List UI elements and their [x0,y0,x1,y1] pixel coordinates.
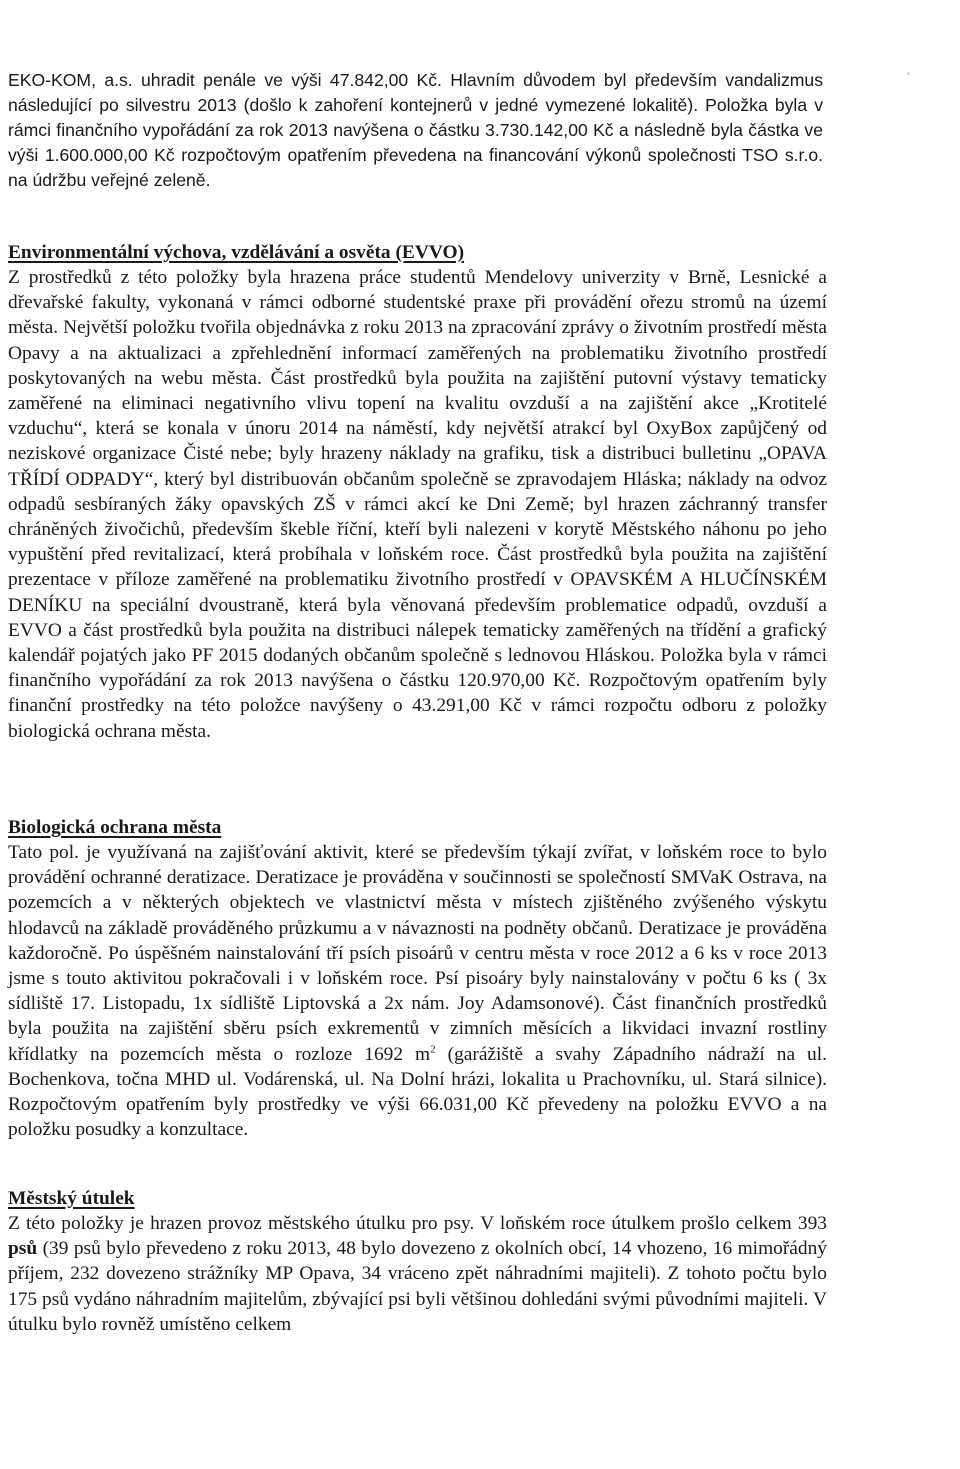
section-body-biological-protection [8,840,827,1142]
bold-word: psů [8,1238,38,1260]
scan-artifact [907,72,910,75]
section-heading-animal-shelter [8,1186,827,1211]
intro-paragraph [8,68,823,193]
heading-biological-protection: Biologická ochrana města [8,817,222,838]
heading-evvo: Environmentální výchova, vzdělávání a osvěta (EVVO) [8,242,465,263]
paragraph-biological-protection [8,840,827,1142]
section-heading-evvo [8,240,827,265]
paragraph-evvo: Z prostředků z této položky byla hrazena práce studentů Mendelovy univerzity v Brně, Lesnické a dřevařské fakulty, vykonaná v rámci odborné studentské praxe při provádění ořezu stromů na území města. Největší položku tvořila objednávka z roku 2013 na zpracování zprávy o životním prostředí města Opavy a na aktualizaci a zpřehlednění informací zaměřených na problematiku životního prostředí poskytovaných na webu města. Část prostředků byla použita na zajištění putovní výstavy tematicky zaměřené na eliminaci negativního vlivu topení na kvalitu ovzduší a na zajištění akce „Krotitelé vzduchu“, která se konala v únoru 2014 na náměstí, kdy největší atrakcí byl OxyBox zapůjčený od neziskové organizace Čisté nebe; byly hrazeny náklady na grafiku, tisk a distribuci bulletinu „OPAVA TŘÍDÍ ODPADY“, který byl distribuován občanům společně se zpravodajem Hláska; náklady na odvoz odpadů sesbíraných žáky opavských ZŠ v rámci akcí ke Dni Země; byl hrazen záchranný transfer chráněných živočichů, především škeble říční, kteří byli nalezeni v korytě Městského náhonu po jeho vypuštění před revitalizací, která probíhala v loňském roce. Část prostředků byla použita na zajištění prezentace v příloze zaměřené na problematiku životního prostředí v OPAVSKÉM A HLUČÍNSKÉM DENÍKU na speciální dvoustraně, která byla věnovaná především problematice odpadů, ovzduší a EVVO a část prostředků byla použita na distribuci nálepek tematicky zaměřených na třídění a grafický kalendář pojatých jako PF 2015 dodaných občanům společně s lednovou Hláskou. Položka byla v rámci finančního vypořádání za rok 2013 navýšena o částku 120.970,00 Kč. Rozpočtovým opatřením byly finanční prostředky na této položce navýšeny o 43.291,00 Kč v rámci rozpočtu odboru z položky biologická ochrana města. [8,267,827,742]
text-part-2: (39 psů bylo převedeno z roku 2013, 48 bylo dovezeno z okolních obcí, 14 vhozeno, 16 mimořádný příjem, 232 dovezeno strážníky MP Opava, 34 vráceno zpět náhradními majiteli). Z tohoto počtu bylo 175 psů vydáno náhradním majitelům, zbývající psi byli většinou dohledáni svými původními majiteli. V útulku bylo rovněž umístěno celkem [8,1238,827,1335]
section-body-evvo [8,265,827,744]
paragraph-animal-shelter [8,1211,827,1337]
text-part-2: (garážiště a svahy Západního nádraží na ul. Bochenkova, točna MHD ul. Vodárenská, ul. Na Dolní hrázi, lokalita u Prachovníku, ul. Stará silnice). Rozpočtovým opatřením byly prostředky ve výši 66.031,00 Kč převedeny na položku EVVO a na položku posudky a konzultace. [8,1043,827,1141]
intro-text: EKO-KOM, a.s. uhradit penále ve výši 47.842,00 Kč. Hlavním důvodem byl především vandalizmus následující po silvestru 2013 (došlo k zahoření kontejnerů v jedné vymezené lokalitě). Položka byla v rámci finančního vypořádání za rok 2013 navýšena o částku 3.730.142,00 Kč a následně byla částka ve výši 1.600.000,00 Kč rozpočtovým opatřením převedena na financování výkonů společnosti TSO s.r.o. na údržbu veřejné zeleně. [8,70,823,190]
text-part-1: Tato pol. je využívaná na zajišťování aktivit, které se především týkají zvířat, v loňském roce to bylo provádění ochranné deratizace. Deratizace je prováděna v součinnosti se společností SMVaK Ostrava, na pozemcích a v některých objektech ve vlastnictví města v místech zjištěného zvýšeného výskytu hlodavců na základě prováděného průzkumu a v návaznosti na podněty občanů. Deratizace je prováděna každoročně. Po úspěšném nainstalování tří psích pisoárů v centru města v roce 2012 a 6 ks v roce 2013 jsme s touto aktivitou pokračovali i v loňském roce. Psí pisoáry byly nainstalovány v počtu 6 ks ( 3x sídliště 17. Listopadu, 1x sídliště Liptovská a 2x nám. Joy Adamsonové). Část finančních prostředků byla použita na zajištění sběru psích exkrementů v zimních měsících a likvidaci invazní rostliny křídlatky na pozemcích města o rozloze 1692 m [8,842,827,1065]
superscript: 2 [430,1043,436,1056]
text-part-1: Z této položky je hrazen provoz městského útulku pro psy. V loňském roce útulkem prošlo celkem 393 [8,1213,827,1234]
section-body-animal-shelter [8,1211,827,1337]
heading-animal-shelter: Městský útulek [8,1188,135,1209]
section-heading-biological-protection [8,815,827,840]
